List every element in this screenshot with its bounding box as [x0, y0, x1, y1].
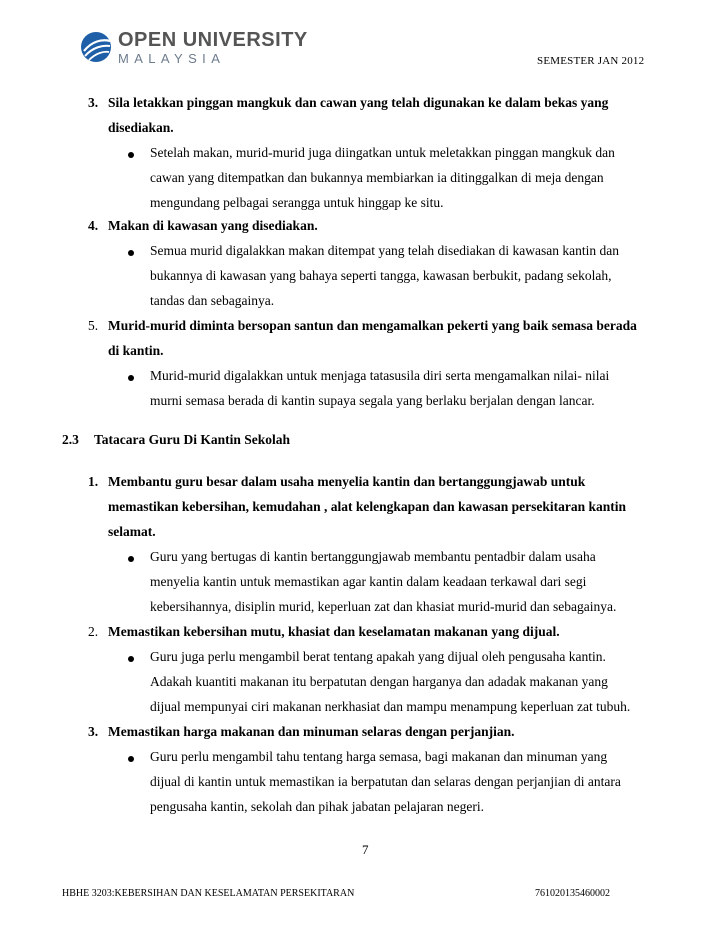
- item-title-line: Murid-murid diminta bersopan santun dan mengamalkan pekerti yang baik semasa berada: [108, 318, 637, 333]
- bullet-text-line: dijual mempunyai ciri makanan nerkhasiat dan mampu menampung keperluan zat tubuh.: [150, 699, 631, 714]
- bullet-text-line: kebersihannya, disiplin murid, keperluan zat dan khasiat murid-murid dan sebagainya.: [150, 599, 617, 614]
- item-number: 5.: [88, 318, 99, 333]
- item-number: 1.: [88, 474, 99, 489]
- bullet-icon: [128, 250, 134, 256]
- bullet-text-line: dijual di kantin untuk memastikan ia berpatutan dan selaras dengan perjanjian di antara: [150, 774, 621, 789]
- item-number: 3.: [88, 724, 99, 739]
- bullet-text-line: bukannya di kawasan yang bahaya seperti tangga, kawasan berbukit, padang sekolah,: [150, 268, 612, 283]
- bullet-text-line: Setelah makan, murid-murid juga diingatkan untuk meletakkan pinggan mangkuk dan: [150, 145, 615, 160]
- bullet-text-line: Semua murid digalakkan makan ditempat yang telah disediakan di kawasan kantin dan: [150, 243, 619, 258]
- logo-text-line1: OPEN UNIVERSITY: [118, 28, 308, 51]
- bullet-text-line: Adakah kuantiti makanan itu berpatutan dengan harganya dan adadak makanan yang: [150, 674, 608, 689]
- bullet-text-line: Guru perlu mengambil tahu tentang harga semasa, bagi makanan dan minuman yang: [150, 749, 608, 764]
- bullet-text-line: tandas dan sebagainya.: [150, 293, 275, 308]
- bullet-icon: [128, 152, 134, 158]
- page-number: 7: [362, 842, 369, 857]
- item-title-line: Sila letakkan pinggan mangkuk dan cawan yang telah digunakan ke dalam bekas yang: [108, 95, 609, 110]
- item-title-line: Membantu guru besar dalam usaha menyelia kantin dan bertanggungjawab untuk: [108, 474, 586, 489]
- section-title: Tatacara Guru Di Kantin Sekolah: [94, 432, 291, 447]
- item-title-line: memastikan kebersihan, kemudahan , alat kelengkapan dan kawasan persekitaran kantin: [108, 499, 626, 514]
- item-title-line: disediakan.: [108, 120, 174, 135]
- bullet-text-line: murni semasa berada di kantin supaya segala yang berlaku berjalan dengan lancar.: [150, 393, 595, 408]
- semester-label: SEMESTER JAN 2012: [537, 55, 645, 67]
- item-title-line: Makan di kawasan yang disediakan.: [108, 218, 318, 233]
- bullet-text-line: Guru juga perlu mengambil berat tentang apakah yang dijual oleh pengusaha kantin.: [150, 649, 606, 664]
- globe-logo-icon: [80, 31, 112, 63]
- bullet-icon: [128, 556, 134, 562]
- bullet-text-line: mengundang pelbagai serangga untuk hinggap ke situ.: [150, 195, 444, 210]
- item-number: 2.: [88, 624, 99, 639]
- footer-course-title: HBHE 3203:KEBERSIHAN DAN KESELAMATAN PERSEKITARAN: [62, 888, 355, 899]
- footer-student-id: 761020135460002: [535, 888, 610, 899]
- section-number: 2.3: [62, 432, 79, 447]
- bullet-icon: [128, 656, 134, 662]
- item-title-line: di kantin.: [108, 343, 164, 358]
- bullet-text-line: cawan yang ditempatkan dan bukannya membiarkan ia ditinggalkan di meja dengan: [150, 170, 604, 185]
- item-title-line: Memastikan kebersihan mutu, khasiat dan keselamatan makanan yang dijual.: [108, 624, 560, 639]
- university-logo: [80, 24, 308, 70]
- item-title-line: Memastikan harga makanan dan minuman selaras dengan perjanjian.: [108, 724, 515, 739]
- item-title-line: selamat.: [108, 524, 156, 539]
- bullet-icon: [128, 375, 134, 381]
- bullet-text-line: Guru yang bertugas di kantin bertanggungjawab membantu pentadbir dalam usaha: [150, 549, 596, 564]
- logo-text-line2: MALAYSIA: [118, 50, 226, 66]
- bullet-icon: [128, 756, 134, 762]
- bullet-text-line: pengusaha kantin, sekolah dan pihak jabatan pelajaran negeri.: [150, 799, 484, 814]
- bullet-text-line: menyelia kantin untuk memastikan agar kantin dalam keadaan terkawal dari segi: [150, 574, 587, 589]
- bullet-text-line: Murid-murid digalakkan untuk menjaga tatasusila diri serta mengamalkan nilai- nilai: [150, 368, 610, 383]
- item-number: 4.: [88, 218, 99, 233]
- item-number: 3.: [88, 95, 99, 110]
